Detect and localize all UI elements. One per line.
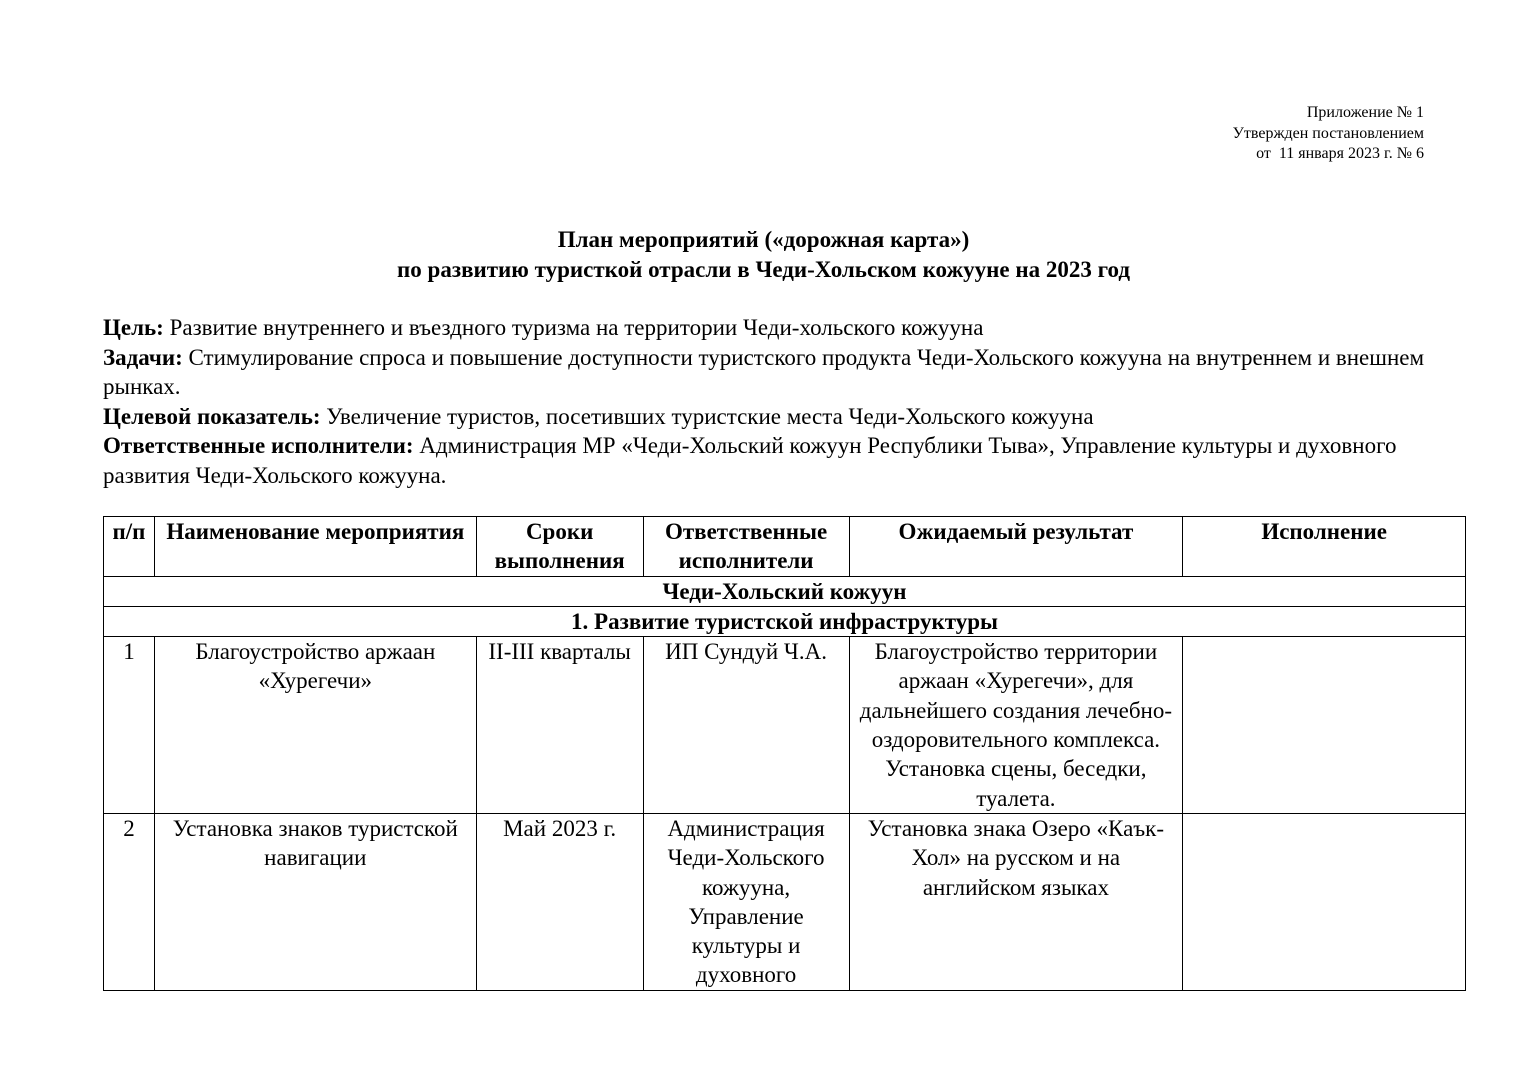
table-row [104,813,1466,990]
goal-text: Развитие внутреннего и въездного туризма на территории Чеди-хольского кожууна [163,315,984,340]
tasks-paragraph [103,343,1433,402]
goal-label: Цель: [103,315,164,340]
row-name: Установка знаков туристской навигации [154,813,476,990]
row-result: Установка знака Озеро «Каък-Хол» на русском и на английском языках [849,813,1183,990]
row-num: 1 [104,637,155,814]
row-responsible: Администрация Чеди-Хольского кожууна, Управление культуры и духовного [643,813,849,990]
header-num: п/п [104,517,155,577]
indicator-paragraph [103,402,1433,432]
row-execution [1183,813,1466,990]
executors-text: Администрация МР «Чеди-Хольский кожуун Республики Тыва», Управление культуры и духовного развития Чеди-Хольского кожууна. [103,433,1397,488]
executors-label: Ответственные исполнители: [103,433,414,458]
header-responsible: Ответственные исполнители [643,517,849,577]
intro-block [103,313,1433,490]
table-row [104,637,1466,814]
row-execution [1183,637,1466,814]
row-responsible: ИП Сундуй Ч.А. [643,637,849,814]
appendix-number: Приложение № 1 [1306,104,1424,121]
header-result: Ожидаемый результат [849,517,1183,577]
section-cell: 1. Развитие туристской инфраструктуры [104,606,1466,636]
goal-paragraph [103,313,1433,343]
row-name: Благоустройство аржаан «Хурегечи» [154,637,476,814]
document-title [0,225,1527,285]
header-terms: Сроки выполнения [476,517,643,577]
header-execution: Исполнение [1183,517,1466,577]
title-line-1: План мероприятий («дорожная карта») [557,227,970,252]
header-name: Наименование мероприятия [154,517,476,577]
row-terms: Май 2023 г. [476,813,643,990]
table-header-row [104,517,1466,577]
appendix-date: от 11 января 2023 г. № 6 [1256,145,1424,162]
executors-paragraph [103,431,1433,490]
region-row [104,576,1466,606]
appendix-approval: Утвержден постановлением [1232,124,1424,142]
section-row [104,606,1466,636]
row-num: 2 [104,813,155,990]
tasks-label: Задачи: [103,344,183,370]
region-cell: Чеди-Хольский кожуун [104,576,1466,606]
indicator-label: Целевой показатель: [103,403,321,429]
title-line-2: по развитию туристкой отрасли в Чеди-Хольском кожууне на 2023 год [397,257,1130,282]
row-terms: II-III кварталы [476,637,643,814]
tasks-text: Стимулирование спроса и повышение доступности туристского продукта Чеди-Хольского кожууна на внутреннем и внешнем рынках. [103,344,1425,399]
row-result: Благоустройство территории аржаан «Хурегечи», для дальнейшего создания лечебно-оздоровительного комплекса. Установка сцены, беседки, туалета. [849,637,1183,814]
appendix-block [1233,103,1424,165]
events-table [103,516,1466,991]
indicator-text: Увеличение туристов, посетивших туристские места Чеди-Хольского кожууна [320,403,1094,429]
